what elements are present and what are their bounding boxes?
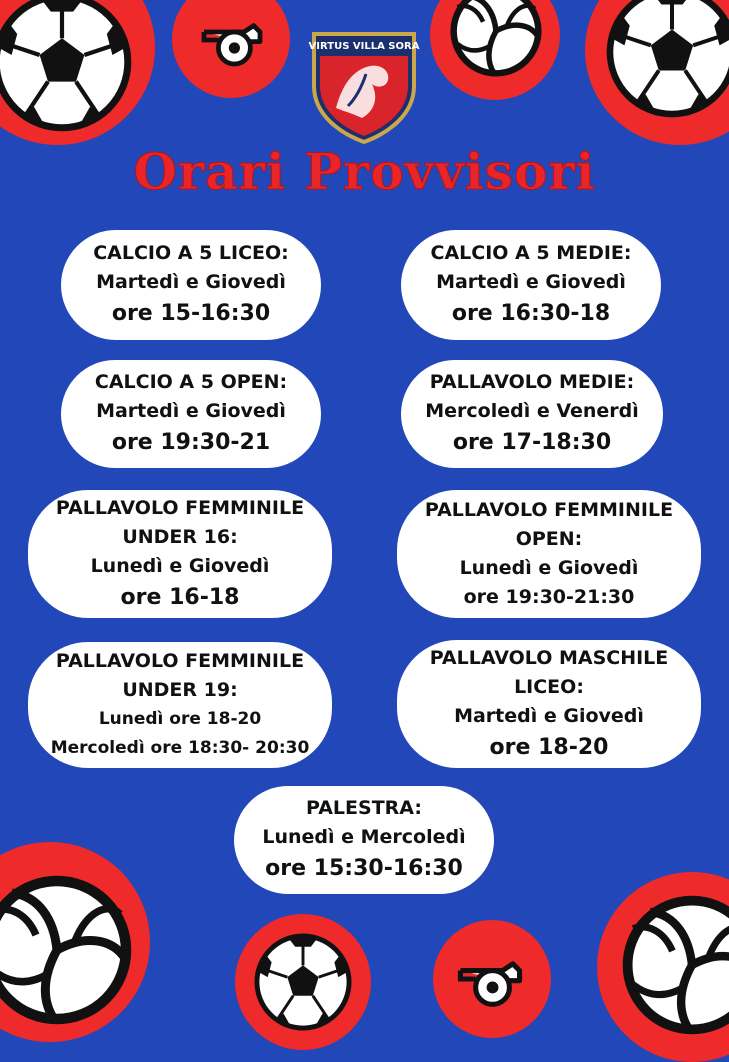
card-title: PALLAVOLO FEMMINILE	[55, 650, 305, 672]
card-title: CALCIO A 5 MEDIE:	[430, 242, 632, 264]
schedule-card-femminile-u19	[28, 642, 332, 768]
schedule-card-palestra	[234, 786, 494, 894]
volleyball-icon	[0, 875, 132, 1025]
card-days: Mercoledì e Venerdì	[425, 400, 639, 422]
whistle-icon	[196, 4, 268, 76]
volleyball-icon	[450, 0, 542, 77]
card-time: ore 15:30-16:30	[265, 856, 463, 881]
card-time: ore 16:30-18	[451, 301, 611, 326]
card-days: Martedì e Giovedì	[96, 400, 286, 422]
schedule-card-calcio-open	[61, 360, 321, 468]
soccer-ball-icon	[254, 933, 352, 1031]
card-days: Lunedì e Giovedì	[459, 557, 639, 579]
page-title: Orari Provvisori	[133, 142, 596, 201]
schedule-card-pallavolo-medie	[401, 360, 663, 468]
logo-text: VIRTUS VILLA SORA	[308, 41, 420, 52]
card-title: PALLAVOLO MEDIE:	[429, 371, 635, 393]
schedule-card-femminile-u16	[28, 490, 332, 618]
whistle-icon	[452, 944, 528, 1014]
card-title: PALLAVOLO FEMMINILE	[424, 499, 674, 521]
card-time: ore 18-20	[489, 734, 609, 760]
schedule-card-calcio-medie	[401, 230, 661, 340]
card-days-2: Mercoledì ore 18:30- 20:30	[50, 738, 310, 758]
volleyball-icon	[622, 895, 729, 1035]
card-title: CALCIO A 5 OPEN:	[94, 371, 288, 393]
card-days: Martedì e Giovedì	[96, 271, 286, 293]
soccer-ball-icon	[0, 0, 132, 132]
card-time: ore 15-16:30	[111, 301, 271, 326]
card-title: CALCIO A 5 LICEO:	[93, 242, 289, 264]
card-subtitle: LICEO:	[514, 675, 584, 698]
card-subtitle: OPEN:	[515, 528, 583, 550]
card-time: ore 17-18:30	[452, 430, 612, 455]
card-title: PALLAVOLO FEMMINILE	[55, 496, 305, 519]
card-time: ore 19:30-21:30	[463, 586, 635, 608]
club-logo	[306, 26, 422, 144]
card-days: Martedì e Giovedì	[436, 271, 626, 293]
card-days-1: Lunedì ore 18-20	[98, 709, 262, 729]
schedule-card-femminile-open	[397, 490, 701, 618]
schedule-card-maschile-liceo	[397, 640, 701, 768]
card-days: Martedì e Giovedì	[454, 704, 644, 727]
card-days: Lunedì e Mercoledì	[262, 826, 466, 848]
card-title: PALLAVOLO MASCHILE	[429, 646, 669, 669]
card-title: PALESTRA:	[306, 797, 422, 819]
schedule-card-calcio-liceo	[61, 230, 321, 340]
soccer-ball-icon	[606, 0, 729, 118]
card-time: ore 16-18	[120, 584, 240, 610]
card-subtitle: UNDER 19:	[122, 679, 238, 701]
card-days: Lunedì e Giovedì	[90, 554, 270, 577]
card-time: ore 19:30-21	[111, 430, 271, 455]
card-subtitle: UNDER 16:	[122, 525, 238, 548]
